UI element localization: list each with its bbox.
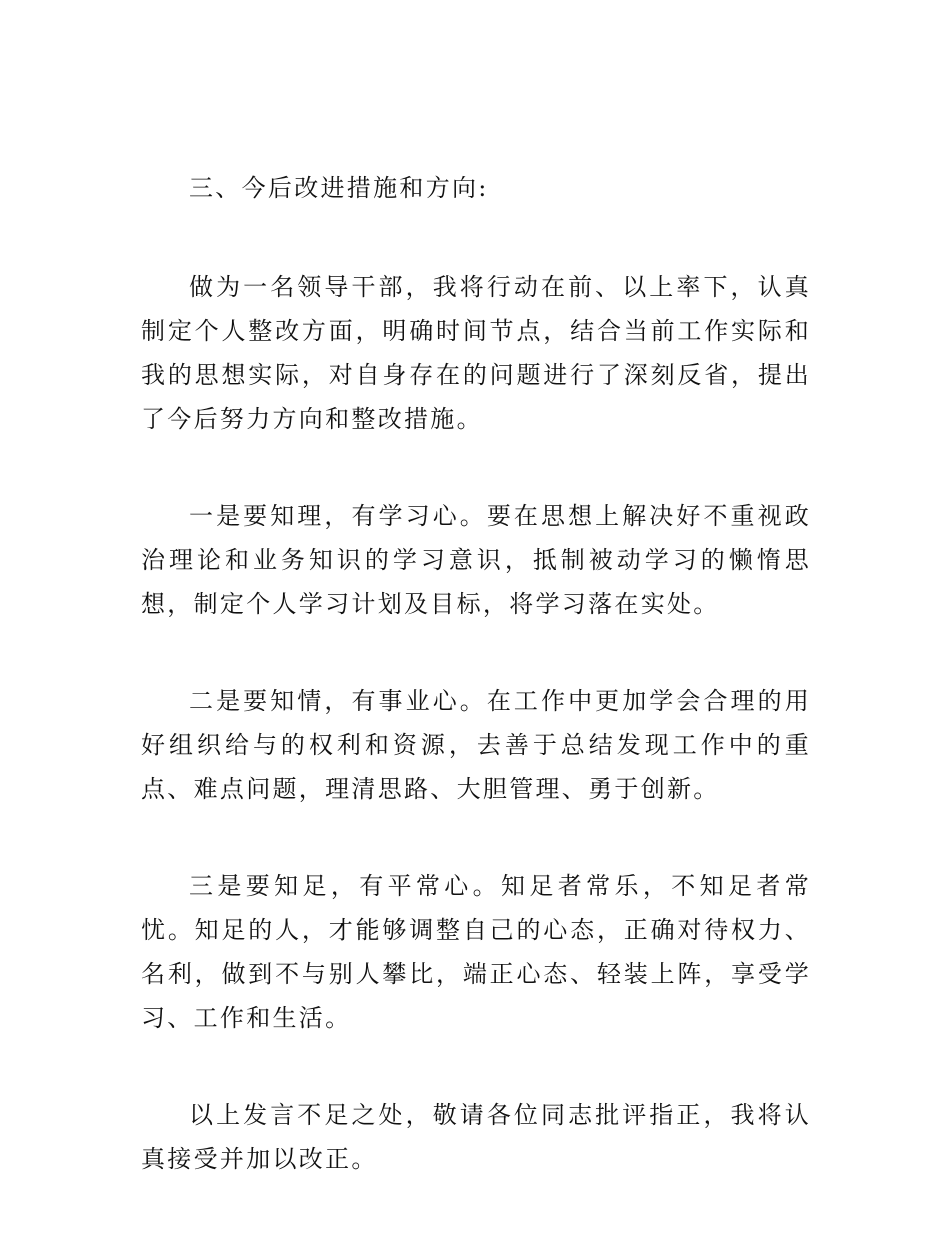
paragraph-closing: 以上发言不足之处，敬请各位同志批评指正，我将认真接受并加以改正。 [141,1101,811,1173]
paragraph-point-two: 二是要知情，有事业心。在工作中更加学会合理的用好组织给与的权利和资源，去善于总结发现工作中的重点、难点问题，理清思路、大胆管理、勇于创新。 [141,687,811,803]
document-body [141,166,811,1234]
section-heading: 三、今后改进措施和方向: [189,174,489,202]
paragraph-intro: 做为一名领导干部，我将行动在前、以上率下，认真制定个人整改方面，明确时间节点，结合当前工作实际和我的思想实际，对自身存在的问题进行了深刻反省，提出了今后努力方向和整改措施。 [141,273,811,433]
paragraph-point-three: 三是要知足，有平常心。知足者常乐，不知足者常忧。知足的人，才能够调整自己的心态，正确对待权力、名利，做到不与别人攀比，端正心态、轻装上阵，享受学习、工作和生活。 [141,872,811,1032]
paragraph-point-one: 一是要知理，有学习心。要在思想上解决好不重视政治理论和业务知识的学习意识，抵制被动学习的懒惰思想，制定个人学习计划及目标，将学习落在实处。 [141,502,811,618]
